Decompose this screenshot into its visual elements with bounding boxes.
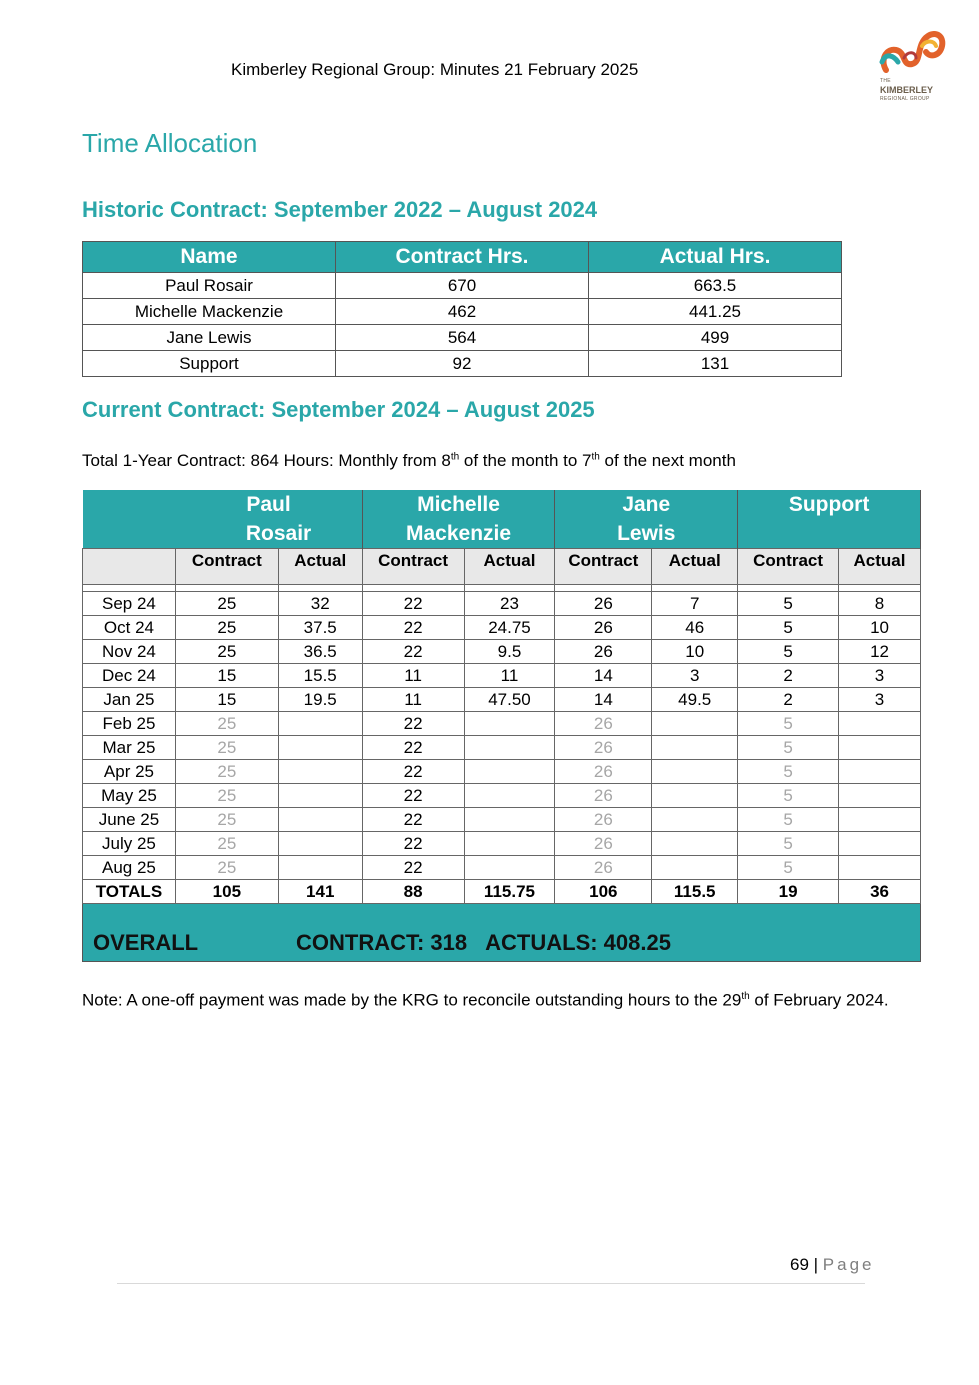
historic-cell: 670 <box>336 273 589 299</box>
logo-line2: REGIONAL GROUP <box>880 96 930 102</box>
group-michelle <box>362 490 555 549</box>
hours-cell: 26 <box>555 784 652 808</box>
spacer-cell <box>278 585 362 592</box>
hours-cell <box>839 832 921 856</box>
hours-cell <box>652 784 738 808</box>
historic-row <box>83 299 842 325</box>
current-heading: Current Contract: September 2024 – August 2025 <box>82 397 595 422</box>
historic-cell: Michelle Mackenzie <box>83 299 336 325</box>
hours-cell: 25 <box>175 616 278 640</box>
hours-cell <box>278 832 362 856</box>
hours-cell: 5 <box>738 616 839 640</box>
hours-cell: 5 <box>738 808 839 832</box>
hours-cell: 22 <box>362 856 464 880</box>
month-row <box>83 712 921 736</box>
hours-cell <box>652 712 738 736</box>
hours-cell: 25 <box>175 712 278 736</box>
hours-cell <box>464 760 555 784</box>
subhead-cell: Contract <box>738 549 839 585</box>
historic-col-name: Name <box>83 242 336 273</box>
hours-cell: 23 <box>464 592 555 616</box>
totals-cell: 141 <box>278 880 362 904</box>
hours-cell <box>278 760 362 784</box>
hours-cell: 5 <box>738 832 839 856</box>
hours-cell: 15.5 <box>278 664 362 688</box>
month-label: Oct 24 <box>83 616 176 640</box>
subhead-cell: Contract <box>175 549 278 585</box>
month-row <box>83 688 921 712</box>
hours-cell: 5 <box>738 592 839 616</box>
hours-cell <box>652 808 738 832</box>
historic-row <box>83 351 842 377</box>
hours-cell: 49.5 <box>652 688 738 712</box>
totals-cell: 105 <box>175 880 278 904</box>
group-blank <box>83 490 176 549</box>
hours-cell: 26 <box>555 760 652 784</box>
overall-label: OVERALL <box>93 929 199 955</box>
spacer-cell <box>738 585 839 592</box>
historic-row <box>83 325 842 351</box>
hours-cell: 32 <box>278 592 362 616</box>
month-row <box>83 616 921 640</box>
hours-cell: 10 <box>652 640 738 664</box>
hours-cell <box>464 784 555 808</box>
hours-cell: 26 <box>555 592 652 616</box>
hours-cell: 25 <box>175 784 278 808</box>
hours-cell: 11 <box>362 664 464 688</box>
month-label: Feb 25 <box>83 712 176 736</box>
historic-heading: Historic Contract: September 2022 – August 2024 <box>82 197 598 222</box>
hours-cell <box>652 760 738 784</box>
hours-cell: 25 <box>175 592 278 616</box>
hours-cell: 3 <box>652 664 738 688</box>
hours-cell: 10 <box>839 616 921 640</box>
hours-cell: 9.5 <box>464 640 555 664</box>
hours-cell: 22 <box>362 760 464 784</box>
footnote-part-2: of February 2024. <box>749 990 889 1010</box>
hours-cell: 26 <box>555 736 652 760</box>
hours-cell: 36.5 <box>278 640 362 664</box>
hours-cell <box>839 712 921 736</box>
historic-cell: 663.5 <box>589 273 842 299</box>
totals-cell: 88 <box>362 880 464 904</box>
current-table <box>82 490 921 962</box>
spacer-cell <box>464 585 555 592</box>
group-support-line1: Support <box>788 493 870 516</box>
subhead-cell: Contract <box>555 549 652 585</box>
historic-table <box>82 241 842 377</box>
historic-col-contract: Contract Hrs. <box>336 242 589 273</box>
hours-cell: 25 <box>175 640 278 664</box>
hours-cell: 19.5 <box>278 688 362 712</box>
section-title: Time Allocation <box>82 128 258 158</box>
hours-cell: 12 <box>839 640 921 664</box>
contract-total-note <box>82 451 736 471</box>
spacer-cell <box>555 585 652 592</box>
hours-cell <box>464 712 555 736</box>
historic-row <box>83 273 842 299</box>
hours-cell: 46 <box>652 616 738 640</box>
subhead-blank <box>83 549 176 585</box>
hours-cell: 24.75 <box>464 616 555 640</box>
subhead-cell: Actual <box>464 549 555 585</box>
hours-cell: 22 <box>362 832 464 856</box>
month-row <box>83 760 921 784</box>
hours-cell: 15 <box>175 688 278 712</box>
hours-cell: 5 <box>738 712 839 736</box>
subhead-cell: Actual <box>652 549 738 585</box>
subhead-cell: Contract <box>362 549 464 585</box>
totals-cell: 115.75 <box>464 880 555 904</box>
hours-cell: 14 <box>555 664 652 688</box>
totals-label: TOTALS <box>83 880 176 904</box>
logo-line1: KIMBERLEY <box>880 85 934 95</box>
month-label: Mar 25 <box>83 736 176 760</box>
current-group-row <box>83 490 921 549</box>
historic-col-actual: Actual Hrs. <box>589 242 842 273</box>
hours-cell <box>278 856 362 880</box>
hours-cell: 2 <box>738 688 839 712</box>
hours-cell: 26 <box>555 808 652 832</box>
page-separator: | <box>808 1255 823 1274</box>
hours-cell <box>652 736 738 760</box>
hours-cell: 25 <box>175 760 278 784</box>
hours-cell: 5 <box>738 784 839 808</box>
subhead-cell: Actual <box>278 549 362 585</box>
month-row <box>83 832 921 856</box>
group-jane-line1: Jane <box>622 493 671 516</box>
footer-rule <box>117 1283 865 1284</box>
hours-cell <box>652 832 738 856</box>
note-part-3: of the next month <box>599 451 736 470</box>
hours-cell: 22 <box>362 736 464 760</box>
overall-contract: CONTRACT: 318 <box>296 929 468 955</box>
spacer-cell <box>652 585 738 592</box>
hours-cell: 22 <box>362 784 464 808</box>
hours-cell: 14 <box>555 688 652 712</box>
group-michelle-line1: Michelle <box>417 493 500 516</box>
group-jane-line2: Lewis <box>617 522 676 545</box>
hours-cell: 5 <box>738 736 839 760</box>
page-label: Page <box>822 1255 875 1274</box>
month-label: Nov 24 <box>83 640 176 664</box>
month-row <box>83 640 921 664</box>
month-label: Jan 25 <box>83 688 176 712</box>
month-row <box>83 592 921 616</box>
overall-row <box>83 904 921 962</box>
hours-cell: 3 <box>839 688 921 712</box>
hours-cell <box>839 856 921 880</box>
historic-cell: Paul Rosair <box>83 273 336 299</box>
historic-header-row <box>83 242 842 273</box>
hours-cell: 5 <box>738 856 839 880</box>
hours-cell <box>839 760 921 784</box>
hours-cell: 25 <box>175 808 278 832</box>
page-number <box>790 1255 875 1275</box>
logo-small-text: THE <box>880 78 891 84</box>
month-row <box>83 808 921 832</box>
hours-cell <box>652 856 738 880</box>
hours-cell: 5 <box>738 760 839 784</box>
footnote-sup: th <box>741 991 750 1002</box>
group-support <box>738 490 921 549</box>
hours-cell <box>278 736 362 760</box>
current-subheader-row <box>83 549 921 585</box>
hours-cell: 15 <box>175 664 278 688</box>
hours-cell: 22 <box>362 712 464 736</box>
hours-cell: 26 <box>555 856 652 880</box>
hours-cell <box>839 784 921 808</box>
month-row <box>83 736 921 760</box>
historic-cell: Jane Lewis <box>83 325 336 351</box>
hours-cell <box>464 832 555 856</box>
month-label: Sep 24 <box>83 592 176 616</box>
footnote-part-1: Note: A one-off payment was made by the KRG to reconcile outstanding hours to the 29 <box>82 990 742 1010</box>
hours-cell <box>278 808 362 832</box>
totals-cell: 115.5 <box>652 880 738 904</box>
month-row <box>83 784 921 808</box>
hours-cell: 25 <box>175 832 278 856</box>
hours-cell: 26 <box>555 616 652 640</box>
header-title: Kimberley Regional Group: Minutes 21 February 2025 <box>231 60 639 79</box>
hours-cell <box>464 856 555 880</box>
historic-cell: 564 <box>336 325 589 351</box>
hours-cell: 22 <box>362 640 464 664</box>
hours-cell: 7 <box>652 592 738 616</box>
group-paul-line1: Paul <box>246 493 291 516</box>
historic-cell: 462 <box>336 299 589 325</box>
totals-cell: 106 <box>555 880 652 904</box>
historic-cell: 499 <box>589 325 842 351</box>
month-row <box>83 664 921 688</box>
hours-cell: 3 <box>839 664 921 688</box>
hours-cell: 11 <box>464 664 555 688</box>
hours-cell: 26 <box>555 712 652 736</box>
spacer-cell <box>362 585 464 592</box>
historic-cell: Support <box>83 351 336 377</box>
overall-actuals: ACTUALS: 408.25 <box>485 929 671 955</box>
group-paul-line2: Rosair <box>245 522 312 545</box>
kimberley-logo <box>876 22 948 102</box>
hours-cell: 26 <box>555 640 652 664</box>
subhead-cell: Actual <box>839 549 921 585</box>
hours-cell <box>839 736 921 760</box>
hours-cell <box>464 808 555 832</box>
historic-cell: 131 <box>589 351 842 377</box>
month-label: Dec 24 <box>83 664 176 688</box>
month-label: Aug 25 <box>83 856 176 880</box>
logo-swirl-icon <box>876 22 948 78</box>
hours-cell: 11 <box>362 688 464 712</box>
hours-cell: 25 <box>175 856 278 880</box>
hours-cell <box>464 736 555 760</box>
spacer-row <box>83 585 921 592</box>
spacer-cell <box>175 585 278 592</box>
overall-cell <box>83 904 921 962</box>
hours-cell: 47.50 <box>464 688 555 712</box>
note-part-1: Total 1-Year Contract: 864 Hours: Monthly from 8 <box>82 451 451 470</box>
page-number-value: 69 <box>790 1255 809 1274</box>
footnote <box>82 985 902 1012</box>
totals-cell: 19 <box>738 880 839 904</box>
note-sup-1: th <box>450 451 460 463</box>
month-row <box>83 856 921 880</box>
totals-row <box>83 880 921 904</box>
hours-cell: 37.5 <box>278 616 362 640</box>
hours-cell: 5 <box>738 640 839 664</box>
note-part-2: of the month to 7 <box>459 451 592 470</box>
hours-cell <box>278 712 362 736</box>
month-label: June 25 <box>83 808 176 832</box>
spacer-cell <box>83 585 176 592</box>
hours-cell: 25 <box>175 736 278 760</box>
hours-cell: 22 <box>362 808 464 832</box>
hours-cell <box>278 784 362 808</box>
group-michelle-line2: Mackenzie <box>405 522 512 545</box>
hours-cell: 2 <box>738 664 839 688</box>
hours-cell: 22 <box>362 592 464 616</box>
note-sup-2: th <box>591 451 600 463</box>
hours-cell: 22 <box>362 616 464 640</box>
hours-cell <box>839 808 921 832</box>
totals-cell: 36 <box>839 880 921 904</box>
month-label: May 25 <box>83 784 176 808</box>
hours-cell: 8 <box>839 592 921 616</box>
historic-cell: 92 <box>336 351 589 377</box>
month-label: Apr 25 <box>83 760 176 784</box>
historic-cell: 441.25 <box>589 299 842 325</box>
spacer-cell <box>839 585 921 592</box>
month-label: July 25 <box>83 832 176 856</box>
hours-cell: 26 <box>555 832 652 856</box>
group-jane <box>555 490 738 549</box>
group-paul <box>175 490 362 549</box>
